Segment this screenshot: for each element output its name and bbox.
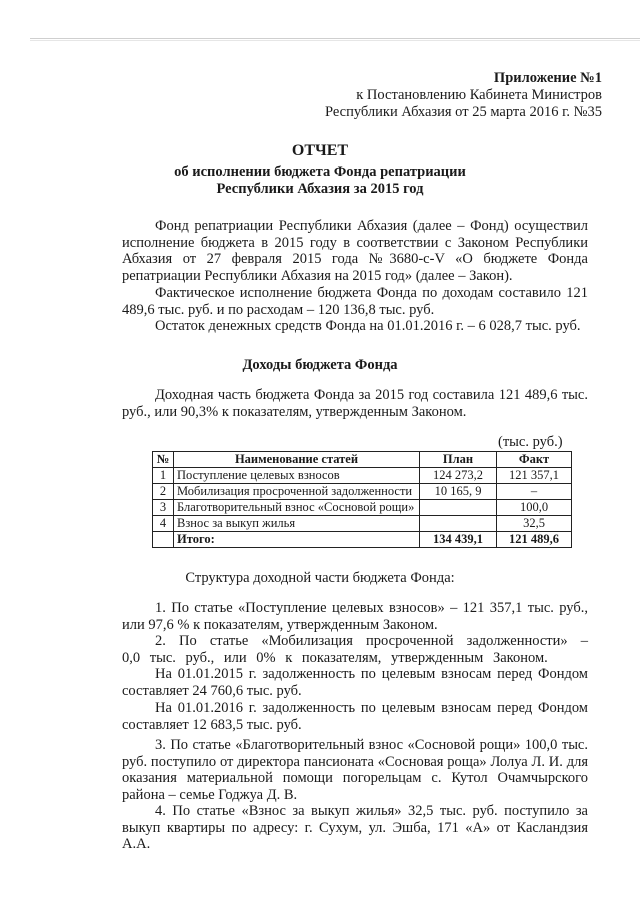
report-title: ОТЧЕТ — [291, 142, 349, 159]
appendix-line-1: к Постановлению Кабинета Министров — [356, 87, 602, 103]
structure-item-3: 3. По статье «Благотворительный взнос «Сосновой рощи» 100,0 тыс. руб. поступило от директора пансионата «Сосновая роща» Лолуа Л. И. для оказания материальной помощи погорельцам с. Кутол Очамчырского района – семье Годжуа Д. В. — [122, 737, 588, 803]
structure-item-1: 1. По статье «Поступление целевых взносов» – 121 357,1 тыс. руб., или 97,6 % к показателям, утвержденным Законом. — [122, 600, 588, 633]
row-num: 4 — [153, 516, 174, 532]
row-num: 3 — [153, 500, 174, 516]
row-fact: 100,0 — [497, 500, 572, 516]
intro-paragraph-2: Фактическое исполнение бюджета Фонда по доходам составило 121 489,6 тыс. руб. и по расходам – 120 136,8 тыс. руб. — [122, 285, 588, 318]
table-row — [153, 484, 572, 500]
report-subtitle — [0, 164, 640, 198]
total-num-cell — [153, 532, 174, 548]
appendix-line-2: Республики Абхазия от 25 марта 2016 г. №35 — [324, 104, 602, 120]
col-header-fact: Факт — [497, 452, 572, 468]
row-num: 2 — [153, 484, 174, 500]
row-name: Мобилизация просроченной задолженности — [174, 484, 420, 500]
income-section-title: Доходы бюджета Фонда — [242, 357, 398, 373]
debt-2016: На 01.01.2016 г. задолженность по целевым взносам перед Фондом составляет 12 683,5 тыс. руб. — [122, 700, 588, 733]
total-fact: 121 489,6 — [497, 532, 572, 548]
structure-item-2: 2. По статье «Мобилизация просроченной задолженности» – 0,0 тыс. руб., или 0% к показателям, утвержденным Законом. — [122, 633, 588, 666]
row-plan — [420, 516, 497, 532]
debt-2015: На 01.01.2015 г. задолженность по целевым взносам перед Фондом составляет 24 760,6 тыс. руб. — [122, 666, 588, 699]
table-header-row — [153, 452, 572, 468]
table-row — [153, 516, 572, 532]
scan-edge-line-shadow — [30, 40, 640, 41]
table-row — [153, 500, 572, 516]
row-fact: 32,5 — [497, 516, 572, 532]
row-fact: 121 357,1 — [497, 468, 572, 484]
table-row — [153, 468, 572, 484]
intro-paragraph-1: Фонд репатриации Республики Абхазия (далее – Фонд) осуществил исполнение бюджета в 2015 году в соответствии с Законом Республики Абхазия от 27 февраля 2015 года №3680-с-V «О бюджете Фонда репатриации Республики Абхазия на 2015 год» (далее – Закон). — [122, 218, 588, 284]
row-name: Поступление целевых взносов — [174, 468, 420, 484]
appendix-title: Приложение №1 — [493, 70, 602, 86]
row-plan — [420, 500, 497, 516]
table-total-row — [153, 532, 572, 548]
structure-title: Структура доходной части бюджета Фонда: — [185, 570, 455, 586]
row-name: Благотворительный взнос «Сосновой рощи» — [174, 500, 420, 516]
table-unit-label: (тыс. руб.) — [498, 434, 563, 450]
col-header-num: № — [153, 452, 174, 468]
total-plan: 134 439,1 — [420, 532, 497, 548]
row-plan: 124 273,2 — [420, 468, 497, 484]
row-num: 1 — [153, 468, 174, 484]
structure-item-4: 4. По статье «Взнос за выкуп жилья» 32,5 тыс. руб. поступило за выкуп квартиры по адресу: г. Сухум, ул. Эшба, 171 «А» от Касландзия А.А. — [122, 803, 588, 853]
row-fact: – — [497, 484, 572, 500]
report-subtitle-line-2: Республики Абхазия за 2015 год — [216, 181, 424, 197]
intro-paragraph-3: Остаток денежных средств Фонда на 01.01.2016 г. – 6 028,7 тыс. руб. — [155, 318, 581, 334]
col-header-plan: План — [420, 452, 497, 468]
income-table — [152, 451, 572, 548]
report-subtitle-line-1: об исполнении бюджета Фонда репатриации — [174, 164, 466, 180]
scan-edge-line — [30, 38, 640, 39]
row-name: Взнос за выкуп жилья — [174, 516, 420, 532]
income-summary: Доходная часть бюджета Фонда за 2015 год составила 121 489,6 тыс. руб., или 90,3% к показателям, утвержденным Законом. — [122, 387, 588, 420]
appendix-header — [325, 70, 602, 121]
col-header-name: Наименование статей — [174, 452, 420, 468]
total-label: Итого: — [174, 532, 420, 548]
row-plan: 10 165, 9 — [420, 484, 497, 500]
